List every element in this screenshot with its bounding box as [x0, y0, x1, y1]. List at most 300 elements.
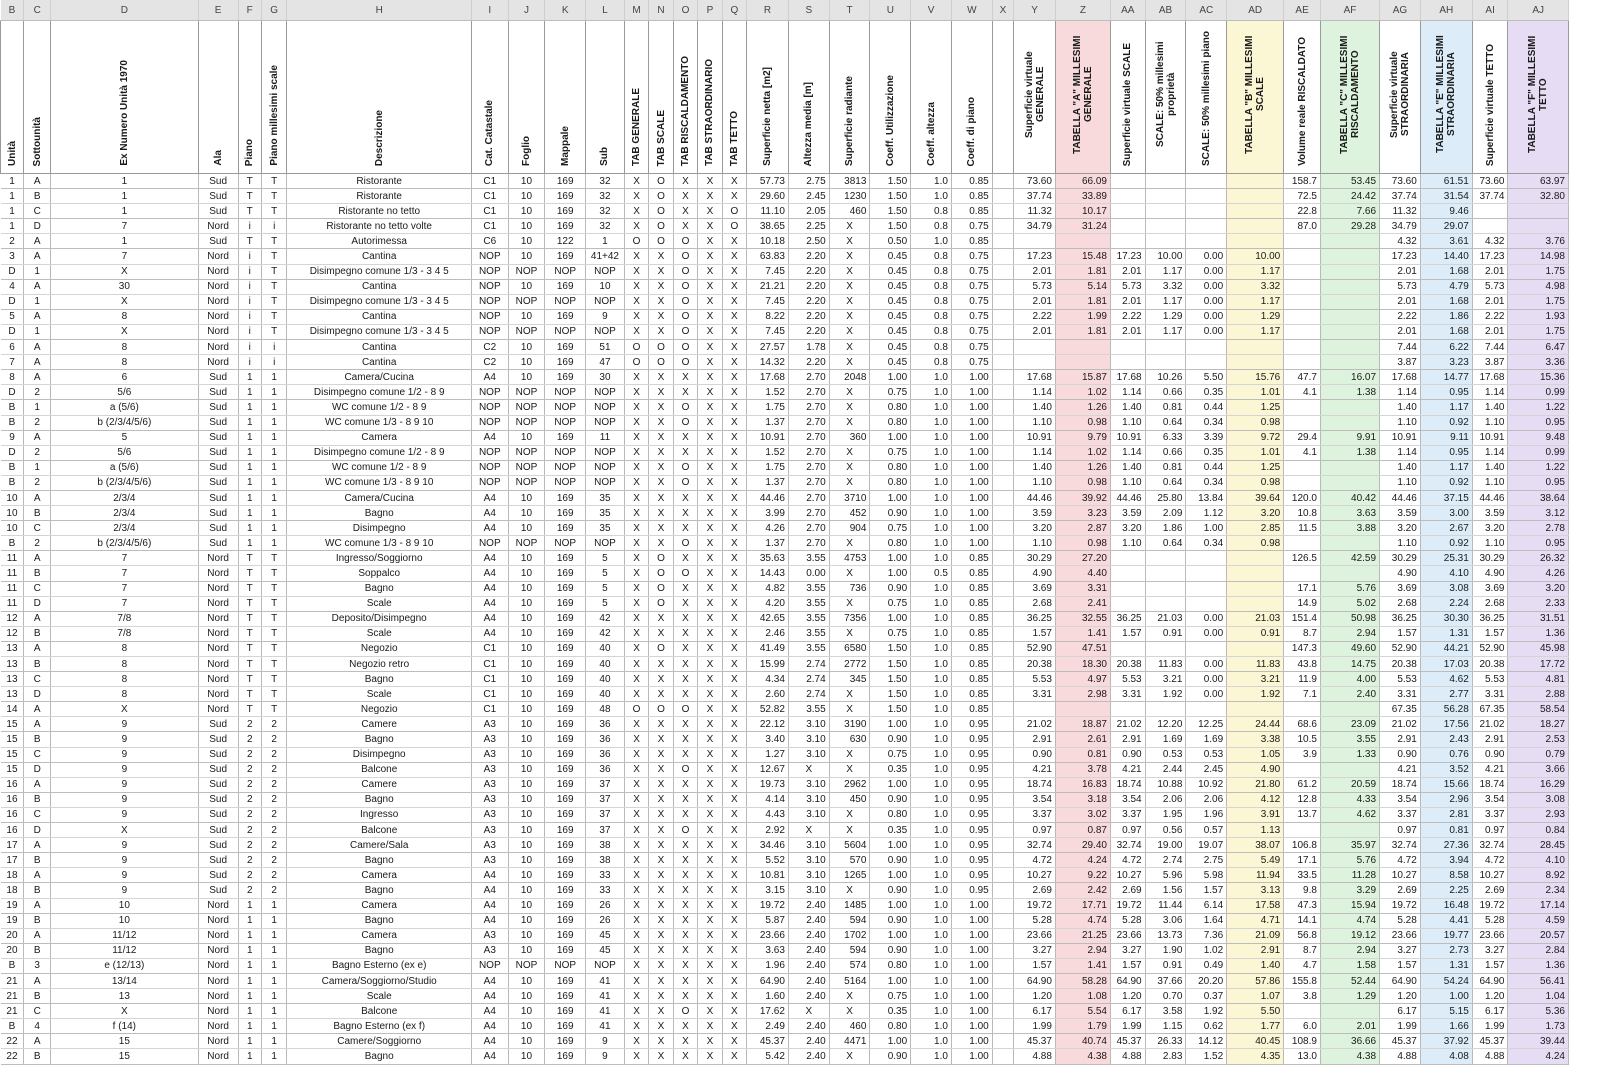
table-cell[interactable]: [1227, 204, 1284, 219]
table-cell[interactable]: [1186, 340, 1227, 355]
table-cell[interactable]: X: [649, 928, 673, 943]
table-cell[interactable]: X: [649, 445, 673, 460]
table-cell[interactable]: 169: [545, 717, 586, 732]
table-cell[interactable]: D: [1, 294, 24, 309]
table-cell[interactable]: 10.17: [1055, 204, 1110, 219]
table-cell[interactable]: 1.0: [911, 702, 952, 717]
table-cell[interactable]: A: [24, 174, 51, 189]
table-cell[interactable]: Nord: [198, 928, 238, 943]
table-cell[interactable]: 169: [545, 792, 586, 807]
table-cell[interactable]: Sud: [198, 460, 238, 475]
table-cell[interactable]: NOP: [471, 958, 508, 973]
table-cell[interactable]: X: [624, 838, 648, 853]
table-cell[interactable]: 158.7: [1284, 174, 1321, 189]
table-cell[interactable]: 2.88: [1508, 687, 1569, 702]
table-cell[interactable]: 5.76: [1320, 581, 1379, 596]
table-cell[interactable]: Nord: [198, 581, 238, 596]
table-cell[interactable]: Bagno: [287, 853, 472, 868]
table-cell[interactable]: 10: [508, 204, 545, 219]
table-cell[interactable]: X: [624, 581, 648, 596]
table-cell[interactable]: 2.70: [788, 506, 829, 521]
table-cell[interactable]: 4.21: [1380, 762, 1421, 777]
column-header[interactable]: [624, 21, 648, 174]
column-header[interactable]: [951, 21, 992, 174]
table-cell[interactable]: 48: [586, 702, 625, 717]
table-cell[interactable]: 20.20: [1186, 973, 1227, 988]
table-cell[interactable]: X: [649, 687, 673, 702]
table-cell[interactable]: 11.83: [1227, 657, 1284, 672]
column-letter-i[interactable]: I: [471, 0, 508, 21]
table-cell[interactable]: [1320, 566, 1379, 581]
table-cell[interactable]: i: [238, 340, 261, 355]
table-cell[interactable]: Nord: [198, 626, 238, 641]
table-cell[interactable]: X: [673, 898, 697, 913]
table-cell[interactable]: 0.75: [951, 264, 992, 279]
table-cell[interactable]: 4.34: [747, 672, 789, 687]
table-cell[interactable]: [992, 943, 1013, 958]
table-cell[interactable]: T: [261, 324, 286, 339]
table-cell[interactable]: 1: [238, 913, 261, 928]
table-cell[interactable]: 3.37: [1014, 807, 1056, 822]
table-cell[interactable]: 5.73: [1110, 279, 1145, 294]
table-cell[interactable]: 5.28: [1380, 913, 1421, 928]
table-cell[interactable]: 1.50: [870, 174, 911, 189]
table-cell[interactable]: 2.91: [1110, 732, 1145, 747]
table-cell[interactable]: 1.93: [1508, 309, 1569, 324]
table-cell[interactable]: 0.90: [870, 913, 911, 928]
table-cell[interactable]: A4: [471, 973, 508, 988]
table-cell[interactable]: X: [698, 702, 722, 717]
table-cell[interactable]: 29.60: [747, 189, 789, 204]
table-cell[interactable]: X: [722, 385, 746, 400]
table-cell[interactable]: X: [673, 490, 697, 505]
table-cell[interactable]: 9.8: [1284, 883, 1321, 898]
table-cell[interactable]: 0.8: [911, 219, 952, 234]
column-letter-u[interactable]: U: [870, 0, 911, 21]
table-cell[interactable]: 3.55: [788, 551, 829, 566]
table-cell[interactable]: 0.95: [951, 762, 992, 777]
table-cell[interactable]: X: [698, 460, 722, 475]
table-cell[interactable]: 3.10: [788, 747, 829, 762]
table-cell[interactable]: [1320, 340, 1379, 355]
table-cell[interactable]: 1: [238, 536, 261, 551]
table-cell[interactable]: X: [698, 596, 722, 611]
table-cell[interactable]: 1.00: [951, 989, 992, 1004]
table-cell[interactable]: D: [1, 324, 24, 339]
table-cell[interactable]: 4.79: [1420, 279, 1472, 294]
table-cell[interactable]: 17.68: [1110, 370, 1145, 385]
table-cell[interactable]: 169: [545, 506, 586, 521]
table-cell[interactable]: A4: [471, 430, 508, 445]
table-cell[interactable]: NOP: [471, 460, 508, 475]
table-cell[interactable]: 7: [50, 596, 198, 611]
table-cell[interactable]: Sud: [198, 204, 238, 219]
table-cell[interactable]: [992, 294, 1013, 309]
table-cell[interactable]: NOP: [508, 445, 545, 460]
table-cell[interactable]: D: [1, 385, 24, 400]
table-cell[interactable]: 1.17: [1227, 324, 1284, 339]
table-cell[interactable]: 1.57: [1472, 626, 1508, 641]
table-cell[interactable]: [1284, 355, 1321, 370]
table-cell[interactable]: 4.43: [747, 807, 789, 822]
table-cell[interactable]: 23.66: [747, 928, 789, 943]
table-cell[interactable]: X: [624, 792, 648, 807]
table-cell[interactable]: 3.99: [747, 506, 789, 521]
table-cell[interactable]: X: [698, 400, 722, 415]
table-cell[interactable]: 37.92: [1420, 1034, 1472, 1049]
table-cell[interactable]: 6: [1, 340, 24, 355]
table-cell[interactable]: 1.0: [911, 1004, 952, 1019]
table-cell[interactable]: X: [722, 928, 746, 943]
table-cell[interactable]: X: [673, 717, 697, 732]
table-cell[interactable]: Nord: [198, 596, 238, 611]
table-cell[interactable]: 1.99: [1472, 1019, 1508, 1034]
table-cell[interactable]: 1: [50, 174, 198, 189]
table-cell[interactable]: 10.26: [1145, 370, 1186, 385]
table-cell[interactable]: X: [722, 536, 746, 551]
table-cell[interactable]: [1145, 219, 1186, 234]
table-cell[interactable]: 1.08: [1055, 989, 1110, 1004]
table-cell[interactable]: 1.0: [911, 189, 952, 204]
table-cell[interactable]: C: [24, 1004, 51, 1019]
table-cell[interactable]: Nord: [198, 1004, 238, 1019]
table-cell[interactable]: X: [722, 279, 746, 294]
table-cell[interactable]: 21.02: [1380, 717, 1421, 732]
table-cell[interactable]: X: [698, 1004, 722, 1019]
table-cell[interactable]: 0.84: [1508, 823, 1569, 838]
table-cell[interactable]: 0.35: [870, 1004, 911, 1019]
table-cell[interactable]: O: [673, 279, 697, 294]
table-cell[interactable]: [1145, 581, 1186, 596]
table-cell[interactable]: X: [698, 279, 722, 294]
table-cell[interactable]: [992, 732, 1013, 747]
table-cell[interactable]: 1.50: [870, 641, 911, 656]
table-cell[interactable]: [1014, 234, 1056, 249]
table-cell[interactable]: X: [649, 792, 673, 807]
table-cell[interactable]: X: [722, 475, 746, 490]
table-cell[interactable]: 2.40: [788, 989, 829, 1004]
table-cell[interactable]: [1320, 460, 1379, 475]
table-cell[interactable]: 50.98: [1320, 611, 1379, 626]
table-cell[interactable]: 2.42: [1055, 883, 1110, 898]
table-cell[interactable]: 9: [586, 309, 625, 324]
table-cell[interactable]: 0.90: [870, 943, 911, 958]
table-cell[interactable]: NOP: [545, 460, 586, 475]
table-cell[interactable]: 0.85: [951, 657, 992, 672]
table-cell[interactable]: 22: [1, 1049, 24, 1064]
table-cell[interactable]: 4.90: [1014, 566, 1056, 581]
table-cell[interactable]: 1.86: [1420, 309, 1472, 324]
table-cell[interactable]: 3.54: [1110, 792, 1145, 807]
table-cell[interactable]: Camere/Sala: [287, 838, 472, 853]
table-cell[interactable]: [1110, 581, 1145, 596]
table-cell[interactable]: X: [50, 324, 198, 339]
table-cell[interactable]: NOP: [586, 264, 625, 279]
table-cell[interactable]: 0.80: [870, 807, 911, 822]
table-cell[interactable]: WC comune 1/3 - 8 9 10: [287, 415, 472, 430]
table-cell[interactable]: 2.70: [788, 490, 829, 505]
table-cell[interactable]: A3: [471, 943, 508, 958]
table-cell[interactable]: T: [261, 672, 286, 687]
table-cell[interactable]: 3.06: [1145, 913, 1186, 928]
table-cell[interactable]: X: [698, 355, 722, 370]
table-cell[interactable]: 2.70: [788, 521, 829, 536]
table-cell[interactable]: 4.74: [1055, 913, 1110, 928]
table-cell[interactable]: 1: [238, 490, 261, 505]
table-cell[interactable]: 1: [238, 1034, 261, 1049]
table-cell[interactable]: 122: [545, 234, 586, 249]
table-cell[interactable]: 4.90: [1472, 566, 1508, 581]
table-cell[interactable]: O: [649, 581, 673, 596]
table-cell[interactable]: X: [722, 521, 746, 536]
table-cell[interactable]: 0.37: [1186, 989, 1227, 1004]
table-cell[interactable]: Nord: [198, 1034, 238, 1049]
table-cell[interactable]: Camere: [287, 777, 472, 792]
table-cell[interactable]: 0.8: [911, 340, 952, 355]
table-cell[interactable]: 4.00: [1320, 672, 1379, 687]
table-cell[interactable]: [1014, 355, 1056, 370]
table-cell[interactable]: NOP: [508, 415, 545, 430]
table-cell[interactable]: X: [698, 989, 722, 1004]
table-cell[interactable]: 87.0: [1284, 219, 1321, 234]
table-cell[interactable]: X: [698, 309, 722, 324]
table-cell[interactable]: [992, 385, 1013, 400]
table-cell[interactable]: [1186, 581, 1227, 596]
table-cell[interactable]: 0.75: [870, 596, 911, 611]
table-cell[interactable]: A4: [471, 611, 508, 626]
table-cell[interactable]: A: [24, 430, 51, 445]
table-cell[interactable]: 23.66: [1014, 928, 1056, 943]
table-cell[interactable]: A4: [471, 1004, 508, 1019]
table-cell[interactable]: [1186, 234, 1227, 249]
table-cell[interactable]: 2: [261, 838, 286, 853]
table-cell[interactable]: 23.09: [1320, 717, 1379, 732]
column-header[interactable]: [1014, 21, 1056, 174]
table-cell[interactable]: 19.72: [1110, 898, 1145, 913]
table-cell[interactable]: 4.62: [1320, 807, 1379, 822]
table-cell[interactable]: 4.72: [1472, 853, 1508, 868]
table-cell[interactable]: 3: [24, 958, 51, 973]
table-cell[interactable]: 3.27: [1110, 943, 1145, 958]
table-cell[interactable]: X: [829, 415, 870, 430]
table-cell[interactable]: 1: [1, 219, 24, 234]
table-cell[interactable]: i: [261, 340, 286, 355]
table-cell[interactable]: X: [50, 702, 198, 717]
table-cell[interactable]: 3.66: [1508, 762, 1569, 777]
table-cell[interactable]: 1.00: [870, 928, 911, 943]
table-cell[interactable]: X: [649, 294, 673, 309]
table-cell[interactable]: 10: [508, 898, 545, 913]
table-cell[interactable]: 1.40: [1227, 958, 1284, 973]
column-letter-v[interactable]: V: [911, 0, 952, 21]
table-cell[interactable]: 5.87: [747, 913, 789, 928]
table-cell[interactable]: 2.22: [1472, 309, 1508, 324]
table-cell[interactable]: 0.44: [1186, 460, 1227, 475]
table-cell[interactable]: 1: [261, 958, 286, 973]
table-cell[interactable]: 1.52: [747, 385, 789, 400]
table-cell[interactable]: B: [24, 506, 51, 521]
table-cell[interactable]: A: [24, 868, 51, 883]
table-cell[interactable]: 0.91: [1145, 958, 1186, 973]
table-cell[interactable]: C1: [471, 189, 508, 204]
table-cell[interactable]: 0.95: [951, 807, 992, 822]
table-cell[interactable]: 4: [24, 1019, 51, 1034]
table-cell[interactable]: Camera: [287, 898, 472, 913]
table-cell[interactable]: 1: [261, 400, 286, 415]
table-cell[interactable]: 9: [50, 762, 198, 777]
table-cell[interactable]: 1.00: [951, 913, 992, 928]
column-letter-b[interactable]: B: [1, 0, 24, 21]
table-cell[interactable]: X: [722, 460, 746, 475]
table-cell[interactable]: X: [722, 702, 746, 717]
table-cell[interactable]: 3.10: [788, 777, 829, 792]
table-cell[interactable]: Nord: [198, 973, 238, 988]
table-cell[interactable]: 2.94: [1320, 943, 1379, 958]
table-cell[interactable]: 0.97: [1110, 823, 1145, 838]
table-cell[interactable]: T: [261, 309, 286, 324]
table-cell[interactable]: 2: [238, 868, 261, 883]
table-cell[interactable]: 2: [24, 445, 51, 460]
table-cell[interactable]: X: [722, 1049, 746, 1064]
table-cell[interactable]: X: [624, 883, 648, 898]
table-cell[interactable]: 2.01: [1472, 264, 1508, 279]
column-letter-d[interactable]: D: [50, 0, 198, 21]
table-cell[interactable]: 37: [586, 777, 625, 792]
table-cell[interactable]: Sud: [198, 490, 238, 505]
table-cell[interactable]: [992, 989, 1013, 1004]
table-cell[interactable]: Camera/Cucina: [287, 370, 472, 385]
table-cell[interactable]: B: [24, 189, 51, 204]
table-cell[interactable]: 1.0: [911, 611, 952, 626]
table-cell[interactable]: X: [624, 989, 648, 1004]
table-cell[interactable]: A4: [471, 581, 508, 596]
table-cell[interactable]: 10: [508, 355, 545, 370]
table-cell[interactable]: 155.8: [1284, 973, 1321, 988]
table-cell[interactable]: 169: [545, 883, 586, 898]
table-cell[interactable]: X: [624, 657, 648, 672]
table-cell[interactable]: i: [238, 294, 261, 309]
table-cell[interactable]: 1: [1, 204, 24, 219]
table-cell[interactable]: [992, 355, 1013, 370]
table-cell[interactable]: 11: [1, 596, 24, 611]
table-cell[interactable]: X: [722, 355, 746, 370]
table-cell[interactable]: 5.50: [1227, 1004, 1284, 1019]
table-cell[interactable]: T: [238, 189, 261, 204]
table-cell[interactable]: 3.20: [1472, 521, 1508, 536]
table-cell[interactable]: 3.31: [1110, 687, 1145, 702]
table-cell[interactable]: 6: [50, 370, 198, 385]
table-cell[interactable]: 14.43: [747, 566, 789, 581]
table-cell[interactable]: 0.97: [1380, 823, 1421, 838]
table-cell[interactable]: 41: [586, 1019, 625, 1034]
table-cell[interactable]: [1320, 324, 1379, 339]
column-letter-h[interactable]: H: [287, 0, 472, 21]
table-cell[interactable]: X: [624, 279, 648, 294]
table-cell[interactable]: X: [722, 400, 746, 415]
table-cell[interactable]: 4.32: [1380, 234, 1421, 249]
table-cell[interactable]: NOP: [545, 324, 586, 339]
table-cell[interactable]: 1.40: [1380, 460, 1421, 475]
table-cell[interactable]: C1: [471, 219, 508, 234]
table-cell[interactable]: X: [50, 1004, 198, 1019]
table-cell[interactable]: B: [1, 1019, 24, 1034]
table-cell[interactable]: 0.53: [1145, 747, 1186, 762]
table-cell[interactable]: A: [24, 777, 51, 792]
table-cell[interactable]: T: [261, 234, 286, 249]
table-cell[interactable]: 169: [545, 1034, 586, 1049]
table-cell[interactable]: 14.98: [1508, 249, 1569, 264]
table-cell[interactable]: 2.40: [788, 1034, 829, 1049]
table-cell[interactable]: 0.81: [1420, 823, 1472, 838]
table-cell[interactable]: B: [24, 1049, 51, 1064]
column-letter-r[interactable]: R: [747, 0, 789, 21]
table-cell[interactable]: 20.38: [1472, 657, 1508, 672]
table-cell[interactable]: [992, 490, 1013, 505]
table-cell[interactable]: 9.11: [1420, 430, 1472, 445]
table-cell[interactable]: 17.23: [1472, 249, 1508, 264]
table-cell[interactable]: 10: [586, 279, 625, 294]
table-cell[interactable]: 54.24: [1420, 973, 1472, 988]
table-cell[interactable]: 3.31: [1472, 687, 1508, 702]
table-cell[interactable]: 1.0: [911, 853, 952, 868]
table-cell[interactable]: Sud: [198, 475, 238, 490]
table-cell[interactable]: 2.74: [1145, 853, 1186, 868]
table-cell[interactable]: D: [1, 264, 24, 279]
table-cell[interactable]: Nord: [198, 1019, 238, 1034]
table-cell[interactable]: X: [624, 174, 648, 189]
table-cell[interactable]: NOP: [508, 958, 545, 973]
table-cell[interactable]: 1: [261, 385, 286, 400]
table-cell[interactable]: 0.95: [1508, 475, 1569, 490]
table-cell[interactable]: X: [673, 370, 697, 385]
table-cell[interactable]: [1145, 566, 1186, 581]
table-cell[interactable]: 0.75: [951, 219, 992, 234]
table-cell[interactable]: 147.3: [1284, 641, 1321, 656]
table-cell[interactable]: X: [722, 868, 746, 883]
table-cell[interactable]: X: [624, 430, 648, 445]
table-cell[interactable]: 57.86: [1227, 973, 1284, 988]
table-cell[interactable]: 30.29: [1380, 551, 1421, 566]
table-cell[interactable]: X: [698, 672, 722, 687]
table-cell[interactable]: Disimpegno: [287, 747, 472, 762]
table-cell[interactable]: Bagno: [287, 732, 472, 747]
table-cell[interactable]: 6.17: [1110, 1004, 1145, 1019]
table-cell[interactable]: T: [238, 657, 261, 672]
table-cell[interactable]: A: [24, 309, 51, 324]
table-cell[interactable]: 169: [545, 928, 586, 943]
table-cell[interactable]: 2.69: [1014, 883, 1056, 898]
table-cell[interactable]: 1: [261, 1004, 286, 1019]
table-cell[interactable]: 169: [545, 823, 586, 838]
table-cell[interactable]: 0.34: [1186, 415, 1227, 430]
table-cell[interactable]: 0.95: [951, 747, 992, 762]
table-cell[interactable]: NOP: [508, 400, 545, 415]
table-cell[interactable]: 26: [586, 913, 625, 928]
table-cell[interactable]: A: [24, 340, 51, 355]
table-cell[interactable]: Nord: [198, 641, 238, 656]
table-cell[interactable]: 1: [238, 989, 261, 1004]
table-cell[interactable]: 1.0: [911, 989, 952, 1004]
table-cell[interactable]: 36: [586, 717, 625, 732]
table-cell[interactable]: 0.95: [951, 883, 992, 898]
table-cell[interactable]: 4.90: [1227, 762, 1284, 777]
table-cell[interactable]: X: [829, 279, 870, 294]
table-cell[interactable]: 14.12: [1186, 1034, 1227, 1049]
table-cell[interactable]: 21.02: [1472, 717, 1508, 732]
table-cell[interactable]: X: [722, 309, 746, 324]
table-cell[interactable]: 1: [238, 958, 261, 973]
column-header[interactable]: [50, 21, 198, 174]
